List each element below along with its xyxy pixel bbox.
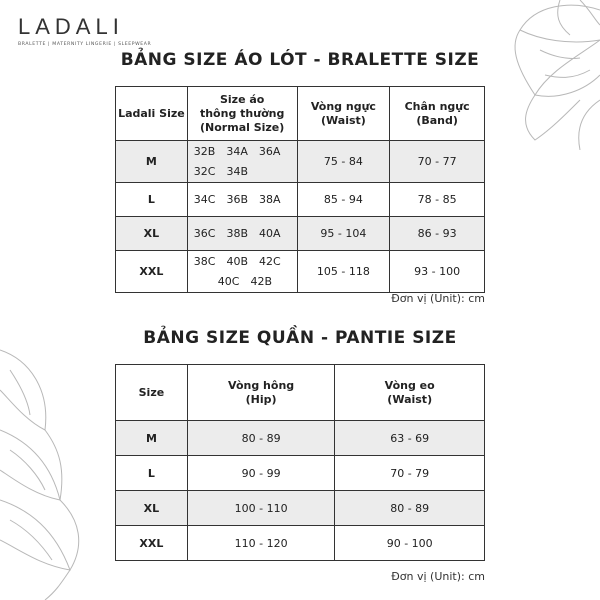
header-line: Size áo (219, 92, 265, 106)
normal-size-value: 36B (226, 192, 249, 206)
table-row (116, 526, 485, 561)
normal-size-value: 36C (193, 226, 216, 240)
panty-size-table (115, 364, 485, 561)
waist-cell: 80 - 89 (335, 491, 485, 526)
header-line: Vòng hông (228, 378, 295, 392)
header-line: Vòng eo (384, 378, 435, 392)
bust-cell: 85 - 94 (297, 183, 390, 217)
normal-size-value: 34B (226, 164, 249, 178)
table-row (116, 456, 485, 491)
hip-cell: 80 - 89 (187, 421, 335, 456)
header-band (390, 87, 485, 141)
table-row (116, 421, 485, 456)
waist-cell: 63 - 69 (335, 421, 485, 456)
normal-size-value: 40C (217, 274, 240, 288)
size-cell: XXL (116, 526, 188, 561)
band-cell: 86 - 93 (390, 217, 485, 251)
bust-cell: 105 - 118 (297, 251, 390, 293)
hip-cell: 90 - 99 (187, 456, 335, 491)
waist-cell: 70 - 79 (335, 456, 485, 491)
header-line: Chân ngực (404, 99, 470, 113)
bra-size-table (115, 86, 485, 293)
table-header-row (116, 87, 485, 141)
normal-size-value: 32B (193, 144, 216, 158)
normal-size-cell (187, 183, 297, 217)
table-row (116, 183, 485, 217)
header-normal-size (187, 87, 297, 141)
header-size: Size (116, 365, 188, 421)
band-cell: 70 - 77 (390, 141, 485, 183)
band-cell: 78 - 85 (390, 183, 485, 217)
bra-size-title: BẢNG SIZE ÁO LÓT - BRALETTE SIZE (120, 50, 480, 70)
normal-size-value: 38C (193, 254, 216, 268)
hip-cell: 100 - 110 (187, 491, 335, 526)
header-line: Vòng ngực (310, 99, 376, 113)
header-waist (335, 365, 485, 421)
size-cell: XL (116, 491, 188, 526)
normal-size-value: 40B (226, 254, 249, 268)
normal-size-value: 36A (258, 144, 281, 158)
panty-size-title: BẢNG SIZE QUẦN - PANTIE SIZE (143, 328, 457, 348)
table-row (116, 217, 485, 251)
size-cell: XXL (116, 251, 188, 293)
header-line: (Waist) (321, 113, 366, 127)
bust-cell: 95 - 104 (297, 217, 390, 251)
table-header-row (116, 365, 485, 421)
table-row (116, 141, 485, 183)
header-line: (Normal Size) (200, 120, 285, 134)
header-line: (Waist) (387, 392, 433, 406)
header-line: thông thường (199, 106, 285, 120)
panty-unit-note: Đơn vị (Unit): cm (391, 570, 485, 583)
normal-size-value: 38A (259, 192, 281, 206)
bust-cell: 75 - 84 (297, 141, 390, 183)
logo-tagline: BRALETTE | MATERNITY LINGERIE | SLEEPWEAR (18, 42, 152, 47)
normal-size-value: 34C (193, 192, 216, 206)
normal-size-value: 42B (250, 274, 273, 288)
size-cell: M (116, 421, 188, 456)
table-row (116, 251, 485, 293)
header-hip (187, 365, 335, 421)
waist-cell: 90 - 100 (335, 526, 485, 561)
normal-size-cell (187, 141, 297, 183)
header-bust (297, 87, 390, 141)
normal-size-value: 40A (259, 226, 281, 240)
table-row (116, 491, 485, 526)
normal-size-value: 38B (226, 226, 249, 240)
size-cell: L (116, 183, 188, 217)
header-line: (Hip) (245, 392, 277, 406)
size-cell: M (116, 141, 188, 183)
band-cell: 93 - 100 (390, 251, 485, 293)
size-cell: L (116, 456, 188, 491)
header-ladali-size: Ladali Size (116, 87, 188, 141)
normal-size-value: 42C (259, 254, 281, 268)
flower-illustration-bottom-left (0, 330, 95, 600)
header-line: (Band) (416, 113, 458, 127)
size-cell: XL (116, 217, 188, 251)
normal-size-cell (187, 251, 297, 293)
normal-size-value: 32C (193, 164, 216, 178)
normal-size-cell (187, 217, 297, 251)
brand-logo (18, 14, 168, 47)
hip-cell: 110 - 120 (187, 526, 335, 561)
bra-unit-note: Đơn vị (Unit): cm (391, 292, 485, 305)
logo-wordmark: LADALI (18, 14, 124, 39)
normal-size-value: 34A (226, 144, 248, 158)
